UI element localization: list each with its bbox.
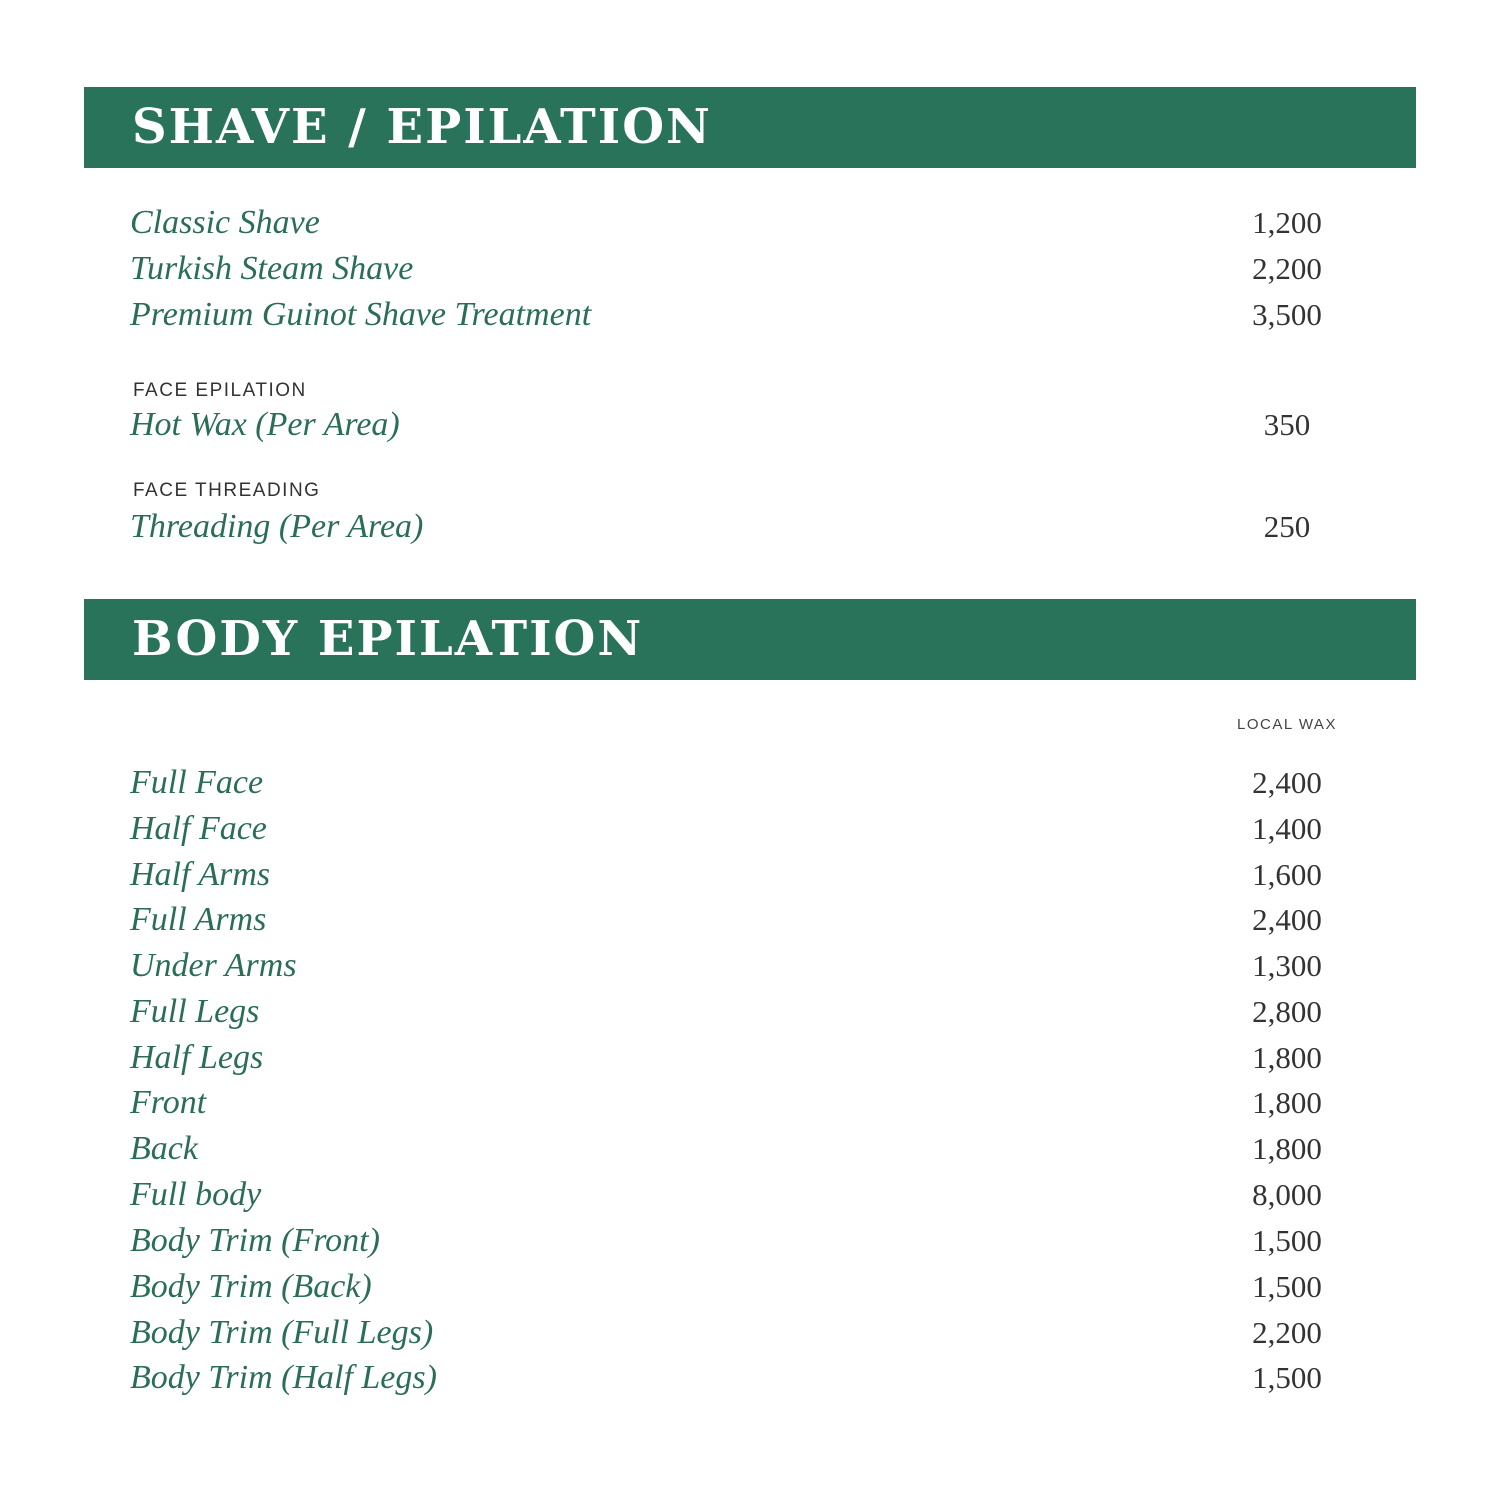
item-price: 1,800 — [1252, 1131, 1322, 1166]
body-epilation-banner — [84, 599, 1416, 680]
item-price: 2,800 — [1252, 994, 1322, 1029]
list-item — [130, 203, 1370, 243]
shave-epilation-banner — [84, 87, 1416, 168]
list-item — [130, 507, 1370, 547]
item-name: Full Face — [130, 764, 264, 801]
list-item — [130, 1221, 1370, 1261]
list-item — [130, 405, 1370, 445]
item-price: 1,500 — [1252, 1269, 1322, 1304]
list-item — [130, 763, 1370, 803]
list-item — [130, 1358, 1370, 1398]
item-name: Premium Guinot Shave Treatment — [130, 296, 592, 333]
list-item — [130, 1313, 1370, 1353]
list-item — [130, 249, 1370, 289]
item-name: Classic Shave — [130, 204, 320, 241]
item-price: 1,200 — [1252, 205, 1322, 240]
item-name: Body Trim (Back) — [130, 1268, 372, 1305]
item-price: 2,200 — [1252, 1315, 1322, 1350]
item-price: 1,600 — [1252, 857, 1322, 892]
list-item — [130, 809, 1370, 849]
list-item — [130, 295, 1370, 335]
item-name: Body Trim (Half Legs) — [130, 1359, 437, 1396]
section-title: BODY EPILATION — [132, 611, 644, 667]
item-price: 3,500 — [1252, 297, 1322, 332]
list-item — [130, 1083, 1370, 1123]
item-price: 1,800 — [1252, 1085, 1322, 1120]
item-name: Half Legs — [130, 1039, 264, 1076]
item-name: Under Arms — [130, 947, 297, 984]
list-item — [130, 855, 1370, 895]
item-name: Half Arms — [130, 856, 271, 893]
list-item — [130, 992, 1370, 1032]
item-price: 250 — [1263, 509, 1311, 544]
item-price: 2,400 — [1252, 902, 1322, 937]
section-title: SHAVE / EPILATION — [132, 99, 712, 155]
face-threading-heading: FACE THREADING — [133, 480, 321, 501]
item-name: Threading (Per Area) — [130, 508, 424, 545]
list-item — [130, 946, 1370, 986]
item-price: 1,500 — [1252, 1223, 1322, 1258]
item-name: Half Face — [130, 810, 267, 847]
item-name: Hot Wax (Per Area) — [130, 406, 400, 443]
item-price: 1,500 — [1252, 1360, 1322, 1395]
item-name: Body Trim (Full Legs) — [130, 1314, 434, 1351]
list-item — [130, 900, 1370, 940]
item-name: Turkish Steam Shave — [130, 250, 414, 287]
list-item — [130, 1129, 1370, 1169]
item-price: 8,000 — [1252, 1177, 1322, 1212]
face-epilation-heading: FACE EPILATION — [133, 380, 307, 401]
item-price: 1,300 — [1252, 948, 1322, 983]
item-name: Full Arms — [130, 901, 267, 938]
list-item — [130, 1267, 1370, 1307]
list-item — [130, 1175, 1370, 1215]
item-price: 1,800 — [1252, 1040, 1322, 1075]
item-price: 1,400 — [1252, 811, 1322, 846]
item-price: 2,400 — [1252, 765, 1322, 800]
item-name: Body Trim (Front) — [130, 1222, 380, 1259]
item-name: Full body — [130, 1176, 262, 1213]
item-name: Front — [130, 1084, 207, 1121]
item-name: Back — [130, 1130, 198, 1167]
list-item — [130, 1038, 1370, 1078]
item-price: 350 — [1263, 407, 1311, 442]
item-name: Full Legs — [130, 993, 260, 1030]
item-price: 2,200 — [1252, 251, 1322, 286]
local-wax-column-header: LOCAL WAX — [1237, 716, 1337, 733]
